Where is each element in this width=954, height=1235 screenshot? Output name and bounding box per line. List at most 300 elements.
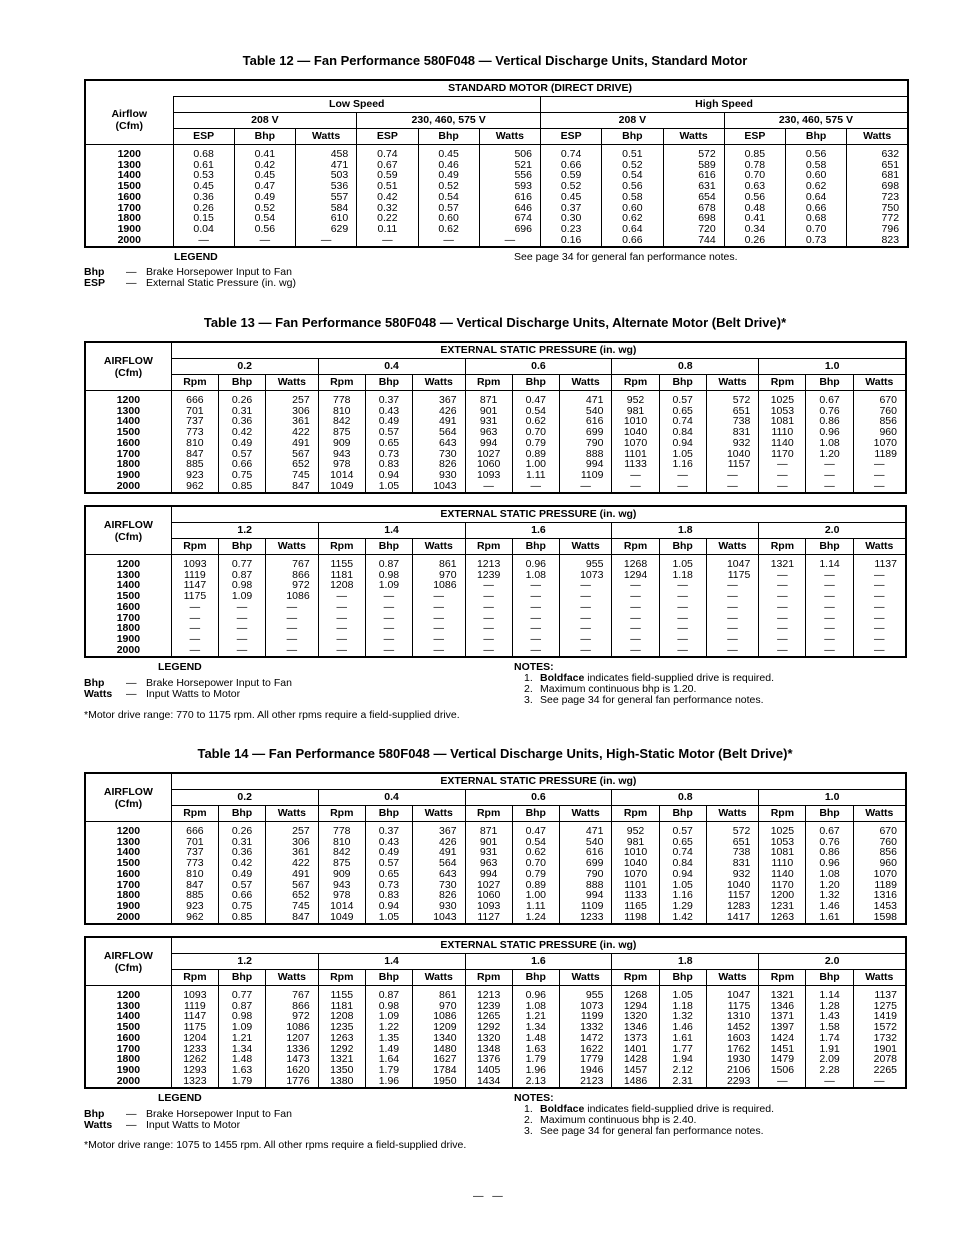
- data-cell: —: [357, 235, 418, 248]
- col-header-bhp: Bhp: [806, 375, 853, 391]
- data-cell: 930: [412, 470, 465, 481]
- data-cell: 1397: [759, 1022, 806, 1033]
- data-cell: 584: [296, 203, 357, 214]
- esp-header: EXTERNAL STATIC PRESSURE (in. wg): [171, 773, 906, 790]
- data-cell: —: [218, 613, 265, 624]
- data-cell: —: [612, 602, 659, 613]
- data-cell: 1332: [559, 1022, 612, 1033]
- data-cell: 952: [612, 822, 659, 837]
- data-cell: 1175: [171, 591, 218, 602]
- col-header-watts: Watts: [479, 129, 540, 145]
- col-header-bhp: Bhp: [365, 970, 412, 986]
- col-header-watts: Watts: [412, 970, 465, 986]
- table13-notes: [514, 662, 774, 706]
- data-cell: 361: [266, 416, 319, 427]
- data-cell: 0.32: [357, 203, 418, 214]
- table12: [84, 79, 909, 248]
- data-cell: —: [512, 580, 559, 591]
- data-cell: 1198: [612, 912, 659, 925]
- data-cell: 367: [412, 391, 465, 406]
- data-cell: 1.94: [659, 1054, 706, 1065]
- data-cell: 796: [847, 224, 908, 235]
- data-cell: 885: [171, 459, 218, 470]
- col-header-watts: Watts: [266, 970, 319, 986]
- data-cell: —: [806, 602, 853, 613]
- data-cell: 1.35: [365, 1033, 412, 1044]
- data-cell: 994: [559, 459, 612, 470]
- esp-value-header: 1.6: [465, 954, 612, 970]
- col-header-bhp: Bhp: [659, 970, 706, 986]
- table14-title: Table 14 — Fan Performance 580F048 — Vertical Discharge Units, High-Static Motor (Belt Drive)*: [197, 746, 793, 761]
- data-cell: —: [806, 481, 853, 494]
- data-cell: 963: [465, 427, 512, 438]
- data-cell: —: [759, 634, 806, 645]
- data-cell: 1452: [706, 1022, 759, 1033]
- data-cell: 1.09: [218, 1022, 265, 1033]
- data-cell: 1.14: [806, 986, 853, 1001]
- data-cell: 1.05: [659, 880, 706, 891]
- data-cell: 744: [663, 235, 724, 248]
- table-row: [85, 822, 906, 837]
- data-cell: 861: [412, 986, 465, 1001]
- data-cell: 1.28: [806, 1001, 853, 1012]
- table14-footnote: [84, 1140, 484, 1151]
- col-header-watts: Watts: [853, 539, 906, 555]
- data-cell: 1268: [612, 555, 659, 570]
- data-cell: 2.31: [659, 1076, 706, 1089]
- data-cell: 932: [706, 438, 759, 449]
- data-cell: 1428: [612, 1054, 659, 1065]
- legend-title: LEGEND: [174, 251, 218, 263]
- data-cell: 0.94: [659, 869, 706, 880]
- data-cell: 1292: [465, 1022, 512, 1033]
- data-cell: 1147: [171, 1011, 218, 1022]
- data-cell: 1199: [559, 1011, 612, 1022]
- data-cell: —: [465, 613, 512, 624]
- table14-notes: [514, 1093, 774, 1137]
- data-cell: —: [806, 634, 853, 645]
- data-cell: 1.00: [512, 890, 559, 901]
- data-cell: 1070: [612, 869, 659, 880]
- col-header-bhp: Bhp: [806, 539, 853, 555]
- col-header-rpm: Rpm: [612, 970, 659, 986]
- data-cell: 773: [171, 427, 218, 438]
- table13-part2: [84, 505, 907, 658]
- data-cell: 730: [412, 449, 465, 460]
- legend-abbr: Bhp: [84, 677, 105, 689]
- esp-header: EXTERNAL STATIC PRESSURE (in. wg): [171, 937, 906, 954]
- data-cell: 1.21: [512, 1011, 559, 1022]
- data-cell: 0.66: [541, 160, 602, 171]
- airflow-cell: 1800: [85, 890, 171, 901]
- data-cell: 0.87: [365, 986, 412, 1001]
- data-cell: 701: [171, 837, 218, 848]
- data-cell: —: [171, 613, 218, 624]
- legend-desc: Brake Horsepower Input to Fan: [146, 266, 292, 278]
- speed-header: Low Speed: [173, 97, 541, 113]
- esp-value-header: 0.8: [612, 359, 759, 375]
- data-cell: —: [706, 470, 759, 481]
- data-cell: 1901: [853, 1044, 906, 1055]
- data-cell: 1.05: [365, 912, 412, 925]
- col-header-rpm: Rpm: [759, 806, 806, 822]
- data-cell: 866: [266, 570, 319, 581]
- col-header-rpm: Rpm: [465, 970, 512, 986]
- col-header-bhp: Bhp: [806, 970, 853, 986]
- col-header-watts: Watts: [412, 806, 465, 822]
- data-cell: —: [296, 235, 357, 248]
- data-cell: 491: [412, 416, 465, 427]
- airflow-cell: 1700: [85, 1044, 171, 1055]
- data-cell: 0.84: [659, 858, 706, 869]
- data-cell: 1293: [171, 1065, 218, 1076]
- data-cell: 567: [266, 449, 319, 460]
- data-cell: —: [266, 613, 319, 624]
- data-cell: 847: [266, 912, 319, 925]
- legend-dash: —: [126, 1108, 137, 1120]
- data-cell: 847: [266, 481, 319, 494]
- data-cell: 643: [412, 869, 465, 880]
- data-cell: 745: [266, 470, 319, 481]
- data-cell: —: [612, 470, 659, 481]
- data-cell: 1235: [318, 1022, 365, 1033]
- data-cell: —: [559, 645, 612, 658]
- col-header-bhp: Bhp: [218, 539, 265, 555]
- data-cell: —: [512, 613, 559, 624]
- data-cell: 257: [266, 822, 319, 837]
- data-cell: 0.62: [602, 213, 663, 224]
- data-cell: 1060: [465, 459, 512, 470]
- table-row: [85, 1033, 906, 1044]
- airflow-cell: 1700: [85, 203, 173, 214]
- airflow-cell: 1300: [85, 837, 171, 848]
- data-cell: 1627: [412, 1054, 465, 1065]
- data-cell: 631: [663, 181, 724, 192]
- data-cell: 737: [171, 847, 218, 858]
- data-cell: 2.13: [512, 1076, 559, 1089]
- data-cell: —: [853, 1076, 906, 1089]
- data-cell: 0.51: [357, 181, 418, 192]
- data-cell: 0.76: [806, 837, 853, 848]
- data-cell: —: [853, 570, 906, 581]
- legend-abbr: ESP: [84, 277, 106, 289]
- data-cell: 1175: [706, 570, 759, 581]
- data-cell: 1453: [853, 901, 906, 912]
- data-cell: 1380: [318, 1076, 365, 1089]
- data-cell: —: [465, 481, 512, 494]
- data-cell: —: [559, 481, 612, 494]
- table-row: [85, 481, 906, 494]
- col-header-rpm: Rpm: [318, 539, 365, 555]
- data-cell: 0.57: [365, 858, 412, 869]
- notes-title: NOTES:: [514, 1092, 554, 1104]
- col-header-bhp: Bhp: [512, 970, 559, 986]
- data-cell: 0.96: [512, 986, 559, 1001]
- data-cell: —: [318, 645, 365, 658]
- col-header-rpm: Rpm: [171, 806, 218, 822]
- data-cell: —: [318, 623, 365, 634]
- data-cell: —: [465, 602, 512, 613]
- data-cell: 847: [171, 449, 218, 460]
- esp-value-header: 2.0: [759, 954, 906, 970]
- data-cell: 540: [559, 406, 612, 417]
- data-cell: 2265: [853, 1065, 906, 1076]
- data-cell: 0.75: [218, 901, 265, 912]
- data-cell: 1070: [853, 438, 906, 449]
- esp-value-header: 0.2: [171, 790, 318, 806]
- data-cell: 1950: [412, 1076, 465, 1089]
- data-cell: 0.79: [512, 438, 559, 449]
- note-text: Maximum continuous bhp is 2.40.: [540, 1114, 697, 1126]
- data-cell: 1093: [465, 470, 512, 481]
- legend-dash: —: [126, 1119, 137, 1131]
- data-cell: 955: [559, 986, 612, 1001]
- data-cell: 0.98: [218, 1011, 265, 1022]
- col-header-rpm: Rpm: [612, 806, 659, 822]
- col-header-rpm: Rpm: [759, 970, 806, 986]
- data-cell: —: [512, 602, 559, 613]
- note-text: See page 34 for general fan performance notes.: [540, 1125, 764, 1137]
- col-header-esp: ESP: [173, 129, 234, 145]
- data-cell: 471: [559, 822, 612, 837]
- data-cell: —: [759, 580, 806, 591]
- data-cell: 1.18: [659, 1001, 706, 1012]
- data-cell: 0.56: [234, 224, 295, 235]
- legend-desc: Input Watts to Motor: [146, 688, 241, 700]
- col-header-bhp: Bhp: [602, 129, 663, 145]
- data-cell: 1.64: [365, 1054, 412, 1065]
- data-cell: 367: [412, 822, 465, 837]
- data-cell: 0.26: [218, 391, 265, 406]
- data-cell: 0.74: [541, 145, 602, 160]
- data-cell: 567: [266, 880, 319, 891]
- data-cell: —: [706, 613, 759, 624]
- airflow-cell: 1800: [85, 459, 171, 470]
- data-cell: —: [418, 235, 479, 248]
- data-cell: 0.47: [512, 822, 559, 837]
- data-cell: 1.48: [512, 1033, 559, 1044]
- data-cell: —: [512, 481, 559, 494]
- legend-desc: Brake Horsepower Input to Fan: [146, 1108, 292, 1120]
- legend-dash: —: [126, 266, 137, 278]
- data-cell: 0.96: [512, 555, 559, 570]
- col-header-watts: Watts: [559, 970, 612, 986]
- data-cell: —: [759, 613, 806, 624]
- notes-title: NOTES:: [514, 661, 554, 673]
- data-cell: 0.47: [512, 391, 559, 406]
- data-cell: 0.37: [365, 822, 412, 837]
- col-header-bhp: Bhp: [659, 539, 706, 555]
- data-cell: 0.26: [724, 235, 785, 248]
- data-cell: 0.51: [602, 145, 663, 160]
- data-cell: 962: [171, 912, 218, 925]
- data-cell: 0.86: [806, 847, 853, 858]
- data-cell: 1.46: [806, 901, 853, 912]
- data-cell: 1.96: [365, 1076, 412, 1089]
- data-cell: 856: [853, 847, 906, 858]
- data-cell: 1025: [759, 822, 806, 837]
- data-cell: —: [853, 580, 906, 591]
- data-cell: 471: [559, 391, 612, 406]
- data-cell: 674: [479, 213, 540, 224]
- data-cell: 1.16: [659, 459, 706, 470]
- data-cell: 1155: [318, 986, 365, 1001]
- airflow-cell: 1300: [85, 1001, 171, 1012]
- airflow-cell: 1400: [85, 416, 171, 427]
- esp-value-header: 0.4: [318, 790, 465, 806]
- data-cell: 0.79: [512, 869, 559, 880]
- data-cell: 1275: [853, 1001, 906, 1012]
- data-cell: —: [412, 613, 465, 624]
- data-cell: 943: [318, 449, 365, 460]
- data-cell: 564: [412, 427, 465, 438]
- data-cell: 1.00: [512, 459, 559, 470]
- data-cell: —: [612, 580, 659, 591]
- data-cell: —: [759, 602, 806, 613]
- data-cell: —: [853, 459, 906, 470]
- data-cell: 1.61: [806, 912, 853, 925]
- note-bold: Boldface: [540, 1103, 585, 1115]
- data-cell: —: [559, 591, 612, 602]
- data-cell: 1093: [171, 986, 218, 1001]
- legend-abbr: Watts: [84, 1119, 113, 1131]
- data-cell: 491: [412, 847, 465, 858]
- data-cell: 0.52: [602, 160, 663, 171]
- data-cell: —: [218, 602, 265, 613]
- data-cell: 1101: [612, 880, 659, 891]
- note-text: indicates field-supplied drive is required.: [584, 672, 775, 684]
- data-cell: 888: [559, 880, 612, 891]
- note-item: [514, 695, 774, 706]
- airflow-cell: 1600: [85, 869, 171, 880]
- table-row: [85, 602, 906, 613]
- col-header-bhp: Bhp: [218, 970, 265, 986]
- data-cell: 1732: [853, 1033, 906, 1044]
- data-cell: 0.49: [234, 192, 295, 203]
- data-cell: 1081: [759, 847, 806, 858]
- data-cell: 1047: [706, 555, 759, 570]
- data-cell: 847: [171, 880, 218, 891]
- legend-title: LEGEND: [158, 1092, 202, 1104]
- data-cell: 422: [266, 427, 319, 438]
- data-cell: 1321: [759, 555, 806, 570]
- airflow-cell: 1700: [85, 449, 171, 460]
- data-cell: —: [659, 623, 706, 634]
- data-cell: 1208: [318, 580, 365, 591]
- data-cell: 1025: [759, 391, 806, 406]
- esp-value-header: 2.0: [759, 523, 906, 539]
- data-cell: 1472: [559, 1033, 612, 1044]
- data-cell: 1.09: [365, 1011, 412, 1022]
- data-cell: 0.89: [512, 449, 559, 460]
- data-cell: 1157: [706, 459, 759, 470]
- airflow-cell: 1500: [85, 1022, 171, 1033]
- data-cell: 1140: [759, 438, 806, 449]
- data-cell: 557: [296, 192, 357, 203]
- data-cell: 0.11: [357, 224, 418, 235]
- data-cell: —: [465, 591, 512, 602]
- data-cell: —: [465, 580, 512, 591]
- data-cell: 0.62: [512, 416, 559, 427]
- data-cell: 521: [479, 160, 540, 171]
- data-cell: 2.12: [659, 1065, 706, 1076]
- data-cell: 0.45: [418, 145, 479, 160]
- col-header-watts: Watts: [847, 129, 908, 145]
- data-cell: 1.14: [806, 555, 853, 570]
- table14-part2: [84, 936, 907, 1089]
- data-cell: 0.41: [234, 145, 295, 160]
- data-cell: 652: [266, 890, 319, 901]
- col-header-rpm: Rpm: [612, 375, 659, 391]
- col-header-esp: ESP: [724, 129, 785, 145]
- esp-header: EXTERNAL STATIC PRESSURE (in. wg): [171, 506, 906, 523]
- data-cell: 960: [853, 858, 906, 869]
- data-cell: 1457: [612, 1065, 659, 1076]
- data-cell: 0.64: [602, 224, 663, 235]
- data-cell: —: [465, 645, 512, 658]
- legend-item: [84, 1120, 292, 1131]
- data-cell: 1.49: [365, 1044, 412, 1055]
- data-cell: —: [853, 481, 906, 494]
- data-cell: 0.67: [806, 822, 853, 837]
- data-cell: —: [659, 591, 706, 602]
- airflow-cell: 1500: [85, 427, 171, 438]
- data-cell: 994: [559, 890, 612, 901]
- data-cell: 1.08: [806, 869, 853, 880]
- data-cell: 745: [266, 901, 319, 912]
- data-cell: —: [759, 570, 806, 581]
- data-cell: —: [806, 613, 853, 624]
- col-header-bhp: Bhp: [512, 806, 559, 822]
- data-cell: 1181: [318, 1001, 365, 1012]
- data-cell: —: [659, 470, 706, 481]
- data-cell: 1316: [853, 890, 906, 901]
- data-cell: 790: [559, 869, 612, 880]
- data-cell: —: [706, 645, 759, 658]
- data-cell: 1110: [759, 427, 806, 438]
- col-header-bhp: Bhp: [806, 806, 853, 822]
- col-header-rpm: Rpm: [318, 375, 365, 391]
- data-cell: 1.09: [218, 591, 265, 602]
- data-cell: 1040: [706, 880, 759, 891]
- data-cell: 1010: [612, 847, 659, 858]
- data-cell: —: [266, 645, 319, 658]
- col-header-rpm: Rpm: [465, 539, 512, 555]
- data-cell: 0.37: [541, 203, 602, 214]
- table13-title: Table 13 — Fan Performance 580F048 — Vertical Discharge Units, Alternate Motor (Belt Drive)*: [203, 315, 787, 330]
- data-cell: —: [706, 591, 759, 602]
- data-cell: —: [266, 634, 319, 645]
- data-cell: 506: [479, 145, 540, 160]
- data-cell: 0.65: [365, 438, 412, 449]
- data-cell: 0.60: [786, 170, 847, 181]
- data-cell: 885: [171, 890, 218, 901]
- data-cell: 1040: [706, 449, 759, 460]
- data-cell: 1434: [465, 1076, 512, 1089]
- airflow-cell: 1200: [85, 145, 173, 160]
- data-cell: 0.36: [218, 847, 265, 858]
- data-cell: 1.08: [512, 570, 559, 581]
- data-cell: —: [759, 459, 806, 470]
- voltage-header: 208 V: [173, 113, 357, 129]
- data-cell: 1093: [465, 901, 512, 912]
- data-cell: —: [512, 591, 559, 602]
- note-number: 2.: [524, 683, 533, 695]
- data-cell: 1110: [759, 858, 806, 869]
- data-cell: 1946: [559, 1065, 612, 1076]
- data-cell: —: [559, 602, 612, 613]
- data-cell: 1.32: [659, 1011, 706, 1022]
